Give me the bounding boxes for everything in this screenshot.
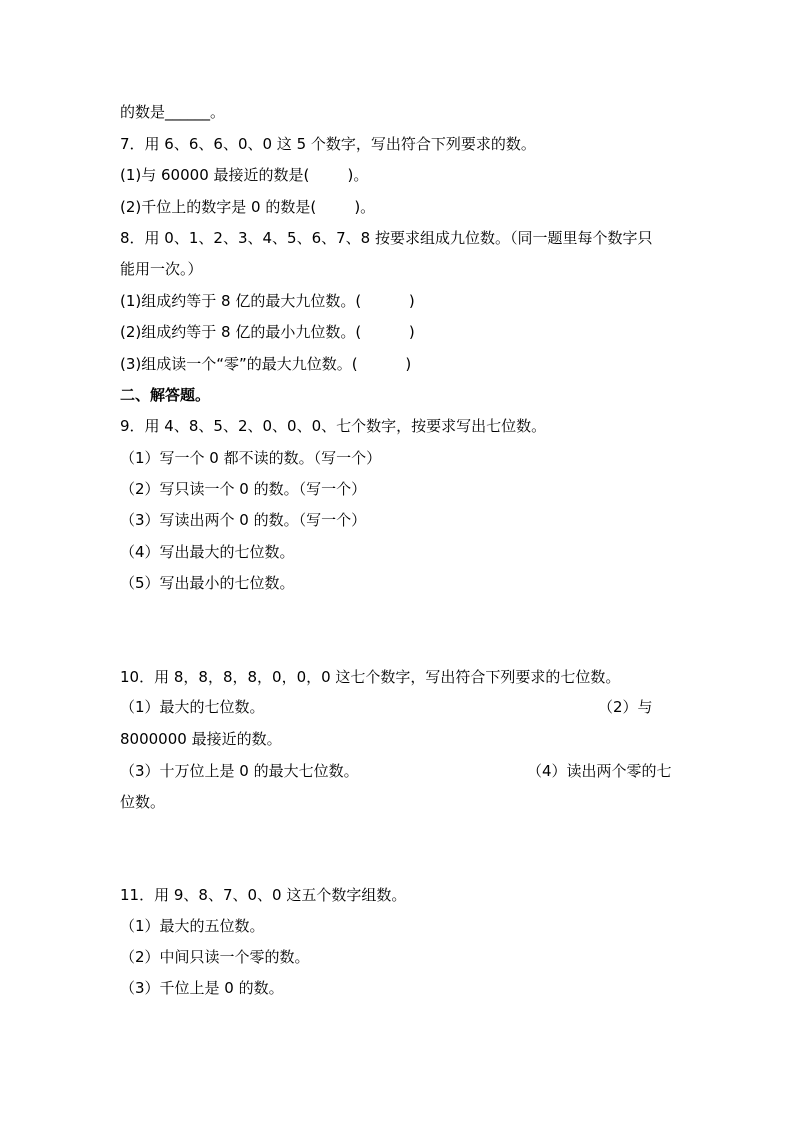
question-10-part-4-continuation: 位数。 bbox=[120, 793, 166, 811]
question-11: 11．用 9、8、7、0、0 这五个数字组数。 bbox=[120, 886, 407, 904]
question-8-continuation: 能用一次。） bbox=[120, 260, 203, 278]
question-7-part-2: (2)千位上的数字是 0 的数是( )。 bbox=[120, 198, 376, 216]
question-9: 9．用 4、8、5、2、0、0、0、七个数字，按要求写出七位数。 bbox=[120, 417, 547, 435]
question-9-part-2: （2）写只读一个 0 的数。（写一个） bbox=[120, 480, 367, 498]
question-7: 7．用 6、6、6、0、0 这 5 个数字，写出符合下列要求的数。 bbox=[120, 135, 536, 153]
question-11-part-1: （1）最大的五位数。 bbox=[120, 917, 265, 935]
question-10-part-3: （3）十万位上是 0 的最大七位数。 bbox=[120, 762, 359, 780]
section-heading: 二、解答题。 bbox=[120, 386, 211, 404]
question-10: 10．用 8，8，8，8，0，0，0 这七个数字，写出符合下列要求的七位数。 bbox=[120, 668, 621, 686]
question-8-part-3: (3)组成读一个“零”的最大九位数。( ) bbox=[120, 355, 412, 373]
question-9-part-5: （5）写出最小的七位数。 bbox=[120, 574, 295, 592]
question-8-part-1: (1)组成约等于 8 亿的最大九位数。( ) bbox=[120, 292, 415, 310]
question-10-part-1: （1）最大的七位数。 bbox=[120, 698, 265, 716]
text-line: 的数是______。 bbox=[120, 103, 226, 121]
question-11-part-2: （2）中间只读一个零的数。 bbox=[120, 948, 310, 966]
question-8-part-2: (2)组成约等于 8 亿的最小九位数。( ) bbox=[120, 323, 415, 341]
question-9-part-3: （3）写读出两个 0 的数。（写一个） bbox=[120, 511, 367, 529]
question-11-part-3: （3）千位上是 0 的数。 bbox=[120, 979, 284, 997]
question-10-part-2-continuation: 8000000 最接近的数。 bbox=[120, 730, 282, 748]
question-9-part-4: （4）写出最大的七位数。 bbox=[120, 543, 295, 561]
question-9-part-1: （1）写一个 0 都不读的数。（写一个） bbox=[120, 449, 382, 467]
question-7-part-1: (1)与 60000 最接近的数是( )。 bbox=[120, 166, 369, 184]
question-10-part-2: （2）与 bbox=[598, 698, 653, 716]
question-8: 8．用 0、1、2、3、4、5、6、7、8 按要求组成九位数。（同一题里每个数字只 bbox=[120, 229, 653, 247]
question-10-part-4: （4）读出两个零的七 bbox=[527, 762, 672, 780]
